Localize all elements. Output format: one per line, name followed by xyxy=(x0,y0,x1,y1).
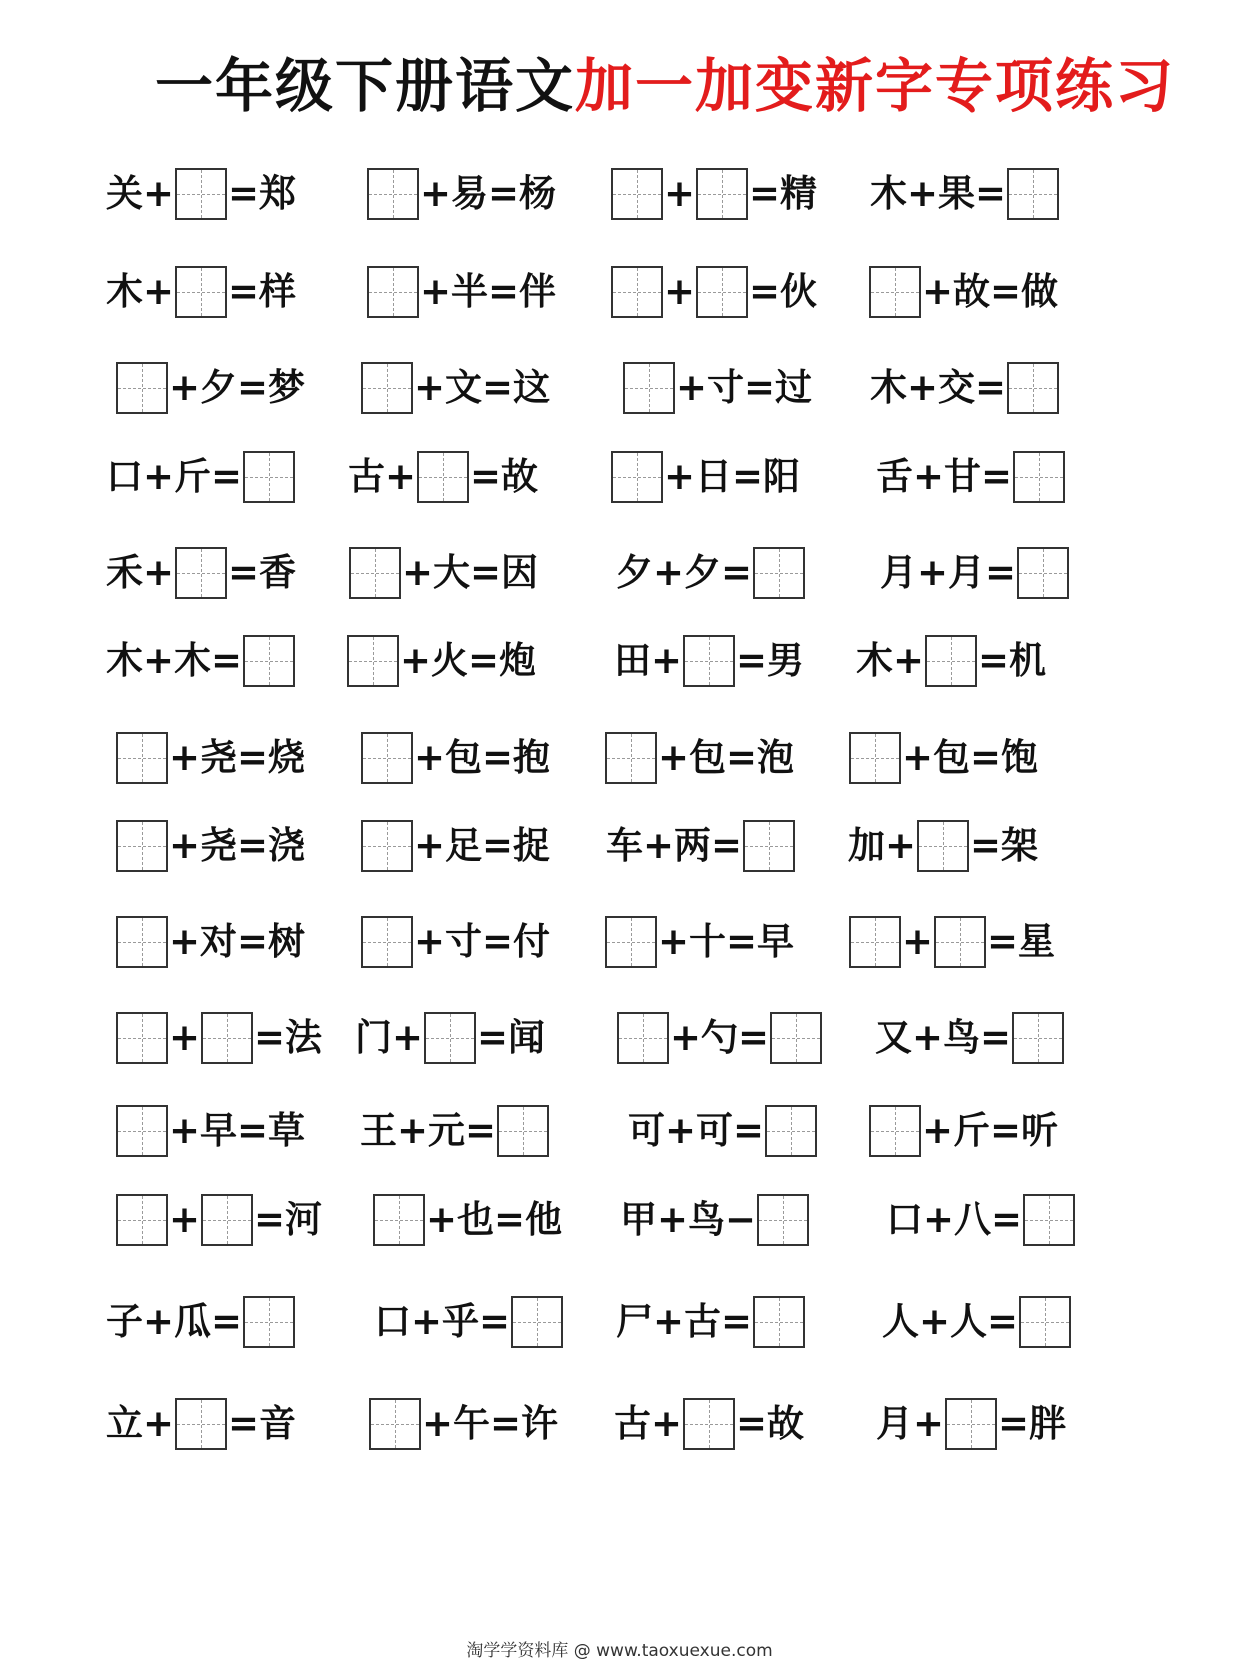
equation-text: +寸=付 xyxy=(414,920,551,963)
equation-text: 古+ xyxy=(348,455,417,498)
exercise-item xyxy=(115,912,305,972)
exercise-item xyxy=(848,728,1038,788)
equation-text: 田+ xyxy=(614,639,683,682)
equation-text: =机 xyxy=(978,639,1047,682)
answer-box[interactable] xyxy=(243,1296,295,1348)
exercise-item xyxy=(610,262,817,322)
equation-text: +易=杨 xyxy=(420,172,557,215)
exercise-item xyxy=(616,1292,806,1352)
answer-box[interactable] xyxy=(116,820,168,872)
exercise-item xyxy=(360,1101,550,1161)
exercise-item xyxy=(348,447,538,507)
equation-text: 木+木= xyxy=(106,639,243,682)
exercise-item xyxy=(115,358,305,418)
equation-text: +夕=梦 xyxy=(169,366,306,409)
equation-text: =星 xyxy=(987,920,1056,963)
exercise-item xyxy=(868,1101,1058,1161)
exercise-row xyxy=(0,358,1239,418)
answer-box[interactable] xyxy=(765,1105,817,1157)
exercise-row xyxy=(0,262,1239,322)
exercise-item xyxy=(882,1292,1072,1352)
exercise-item xyxy=(360,728,550,788)
exercise-item xyxy=(604,912,794,972)
equation-text: +包=泡 xyxy=(658,736,795,779)
exercise-item xyxy=(360,358,550,418)
exercise-item xyxy=(616,1008,823,1068)
exercise-item xyxy=(880,543,1070,603)
answer-box[interactable] xyxy=(757,1194,809,1246)
answer-box[interactable] xyxy=(917,820,969,872)
answer-box[interactable] xyxy=(849,732,901,784)
exercise-item xyxy=(886,1190,1076,1250)
exercise-row xyxy=(0,728,1239,788)
answer-box[interactable] xyxy=(116,362,168,414)
exercise-item xyxy=(106,631,296,691)
equation-text: =河 xyxy=(254,1198,323,1241)
answer-box[interactable] xyxy=(243,635,295,687)
exercise-row xyxy=(0,164,1239,224)
exercise-item xyxy=(368,1394,558,1454)
exercise-item xyxy=(106,164,296,224)
answer-box[interactable] xyxy=(361,820,413,872)
equation-text: =胖 xyxy=(998,1402,1067,1445)
equation-text: + xyxy=(169,1016,201,1059)
answer-box[interactable] xyxy=(373,1194,425,1246)
answer-box[interactable] xyxy=(347,635,399,687)
exercise-item xyxy=(870,164,1060,224)
exercise-item xyxy=(868,262,1058,322)
exercise-item xyxy=(115,816,305,876)
answer-box[interactable] xyxy=(1012,1012,1064,1064)
equation-text: =香 xyxy=(228,551,297,594)
exercise-item xyxy=(848,912,1055,972)
answer-box[interactable] xyxy=(175,1398,227,1450)
answer-box[interactable] xyxy=(116,916,168,968)
equation-text: 口+乎= xyxy=(374,1300,511,1343)
equation-text: 关+ xyxy=(106,172,175,215)
answer-box[interactable] xyxy=(696,266,748,318)
equation-text: =闻 xyxy=(477,1016,546,1059)
answer-box[interactable] xyxy=(511,1296,563,1348)
exercise-item xyxy=(875,1008,1065,1068)
exercise-item xyxy=(622,358,812,418)
exercise-item xyxy=(616,543,806,603)
exercise-item xyxy=(115,1190,322,1250)
answer-box[interactable] xyxy=(611,168,663,220)
answer-box[interactable] xyxy=(361,732,413,784)
equation-text: 尸+古= xyxy=(616,1300,753,1343)
equation-text: 立+ xyxy=(106,1402,175,1445)
exercise-row xyxy=(0,816,1239,876)
equation-text: +日=阳 xyxy=(664,455,801,498)
equation-text: 子+瓜= xyxy=(106,1300,243,1343)
exercise-item xyxy=(848,816,1038,876)
answer-box[interactable] xyxy=(1017,547,1069,599)
answer-box[interactable] xyxy=(116,1194,168,1246)
equation-text: + xyxy=(664,270,696,313)
answer-box[interactable] xyxy=(1019,1296,1071,1348)
equation-text: =样 xyxy=(228,270,297,313)
exercise-item xyxy=(876,1394,1066,1454)
answer-box[interactable] xyxy=(611,451,663,503)
equation-text: =伙 xyxy=(749,270,818,313)
equation-text: 木+交= xyxy=(870,366,1007,409)
exercise-row xyxy=(0,447,1239,507)
exercise-item xyxy=(610,447,800,507)
equation-text: +勺= xyxy=(670,1016,770,1059)
exercise-row xyxy=(0,543,1239,603)
equation-text: 加+ xyxy=(848,824,917,867)
equation-text: + xyxy=(664,172,696,215)
equation-text: 月+ xyxy=(876,1402,945,1445)
answer-box[interactable] xyxy=(683,635,735,687)
exercise-item xyxy=(115,728,305,788)
equation-text: =架 xyxy=(970,824,1039,867)
answer-box[interactable] xyxy=(361,362,413,414)
exercise-item xyxy=(346,631,536,691)
answer-box[interactable] xyxy=(1007,168,1059,220)
answer-box[interactable] xyxy=(367,168,419,220)
answer-box[interactable] xyxy=(605,916,657,968)
equation-text: 口+八= xyxy=(886,1198,1023,1241)
answer-box[interactable] xyxy=(349,547,401,599)
answer-box[interactable] xyxy=(243,451,295,503)
exercise-row xyxy=(0,912,1239,972)
equation-text: 木+ xyxy=(856,639,925,682)
equation-text: +早=草 xyxy=(169,1109,306,1152)
exercise-row xyxy=(0,1008,1239,1068)
equation-text: 王+元= xyxy=(360,1109,497,1152)
equation-text: =故 xyxy=(736,1402,805,1445)
answer-box[interactable] xyxy=(1007,362,1059,414)
equation-text: +足=捉 xyxy=(414,824,551,867)
answer-box[interactable] xyxy=(175,168,227,220)
answer-box[interactable] xyxy=(424,1012,476,1064)
answer-box[interactable] xyxy=(417,451,469,503)
answer-box[interactable] xyxy=(849,916,901,968)
answer-box[interactable] xyxy=(1013,451,1065,503)
exercise-item xyxy=(366,262,556,322)
answer-box[interactable] xyxy=(605,732,657,784)
exercise-row xyxy=(0,631,1239,691)
equation-text: =音 xyxy=(228,1402,297,1445)
equation-text: 禾+ xyxy=(106,551,175,594)
equation-text: +十=早 xyxy=(658,920,795,963)
equation-text: +寸=过 xyxy=(676,366,813,409)
answer-box[interactable] xyxy=(617,1012,669,1064)
answer-box[interactable] xyxy=(753,547,805,599)
equation-text: 古+ xyxy=(614,1402,683,1445)
equation-text: 夕+夕= xyxy=(616,551,753,594)
answer-box[interactable] xyxy=(116,1012,168,1064)
exercise-item xyxy=(360,816,550,876)
answer-box[interactable] xyxy=(925,635,977,687)
exercise-item xyxy=(610,164,817,224)
equation-text: + xyxy=(169,1198,201,1241)
equation-text: 甲+鸟− xyxy=(620,1198,757,1241)
answer-box[interactable] xyxy=(945,1398,997,1450)
answer-box[interactable] xyxy=(361,916,413,968)
exercise-row xyxy=(0,1292,1239,1352)
equation-text: +包=抱 xyxy=(414,736,551,779)
answer-box[interactable] xyxy=(116,732,168,784)
equation-text: 木+果= xyxy=(870,172,1007,215)
equation-text: +尧=烧 xyxy=(169,736,306,779)
exercise-item xyxy=(628,1101,818,1161)
answer-box[interactable] xyxy=(869,1105,921,1157)
exercise-item xyxy=(606,816,796,876)
exercise-item xyxy=(106,1292,296,1352)
equation-text: 门+ xyxy=(355,1016,424,1059)
equation-text: +斤=听 xyxy=(922,1109,1059,1152)
exercise-item xyxy=(106,543,296,603)
answer-box[interactable] xyxy=(369,1398,421,1450)
exercise-item xyxy=(360,912,550,972)
exercise-item xyxy=(620,1190,810,1250)
exercise-item xyxy=(106,262,296,322)
answer-box[interactable] xyxy=(1023,1194,1075,1246)
answer-box[interactable] xyxy=(753,1296,805,1348)
exercise-item xyxy=(876,447,1066,507)
equation-text: 人+人= xyxy=(882,1300,1019,1343)
answer-box[interactable] xyxy=(743,820,795,872)
equation-text: =男 xyxy=(736,639,805,682)
exercise-row xyxy=(0,1190,1239,1250)
answer-box[interactable] xyxy=(201,1194,253,1246)
equation-text: +半=伴 xyxy=(420,270,557,313)
title-part-topic: 加一加变新字专项练习 xyxy=(575,52,1176,120)
exercise-item xyxy=(106,1394,296,1454)
answer-box[interactable] xyxy=(683,1398,735,1450)
exercise-item xyxy=(374,1292,564,1352)
exercise-item xyxy=(870,358,1060,418)
equation-text: +包=饱 xyxy=(902,736,1039,779)
answer-box[interactable] xyxy=(116,1105,168,1157)
equation-text: 口+斤= xyxy=(106,455,243,498)
answer-box[interactable] xyxy=(934,916,986,968)
equation-text: 又+鸟= xyxy=(875,1016,1012,1059)
exercise-item xyxy=(115,1008,322,1068)
answer-box[interactable] xyxy=(611,266,663,318)
answer-box[interactable] xyxy=(623,362,675,414)
equation-text: + xyxy=(902,920,934,963)
exercise-item xyxy=(372,1190,562,1250)
equation-text: +故=做 xyxy=(922,270,1059,313)
answer-box[interactable] xyxy=(367,266,419,318)
exercise-item xyxy=(348,543,538,603)
answer-box[interactable] xyxy=(696,168,748,220)
equation-text: +火=炮 xyxy=(400,639,537,682)
answer-box[interactable] xyxy=(175,547,227,599)
equation-text: +午=许 xyxy=(422,1402,559,1445)
equation-text: 可+可= xyxy=(628,1109,765,1152)
equation-text: +大=因 xyxy=(402,551,539,594)
answer-box[interactable] xyxy=(175,266,227,318)
equation-text: =郑 xyxy=(228,172,297,215)
exercise-item xyxy=(366,164,556,224)
equation-text: 车+两= xyxy=(606,824,743,867)
exercise-item xyxy=(856,631,1046,691)
equation-text: 舌+甘= xyxy=(876,455,1013,498)
answer-box[interactable] xyxy=(497,1105,549,1157)
equation-text: +也=他 xyxy=(426,1198,563,1241)
equation-text: 月+月= xyxy=(880,551,1017,594)
exercise-item xyxy=(355,1008,545,1068)
answer-box[interactable] xyxy=(869,266,921,318)
equation-text: +尧=浇 xyxy=(169,824,306,867)
equation-text: 木+ xyxy=(106,270,175,313)
footer-watermark: 淘学学资料库 @ www.taoxuexue.com xyxy=(466,1641,773,1661)
exercise-item xyxy=(604,728,794,788)
equation-text: =法 xyxy=(254,1016,323,1059)
answer-box[interactable] xyxy=(770,1012,822,1064)
title-part-grade: 一年级下册语文 xyxy=(155,52,576,120)
equation-text: +文=这 xyxy=(414,366,551,409)
exercise-row xyxy=(0,1394,1239,1454)
exercise-item xyxy=(614,1394,804,1454)
answer-box[interactable] xyxy=(201,1012,253,1064)
equation-text: =精 xyxy=(749,172,818,215)
exercise-row xyxy=(0,1101,1239,1161)
equation-text: =故 xyxy=(470,455,539,498)
exercise-item xyxy=(614,631,804,691)
equation-text: +对=树 xyxy=(169,920,306,963)
exercise-item xyxy=(106,447,296,507)
exercise-item xyxy=(115,1101,305,1161)
